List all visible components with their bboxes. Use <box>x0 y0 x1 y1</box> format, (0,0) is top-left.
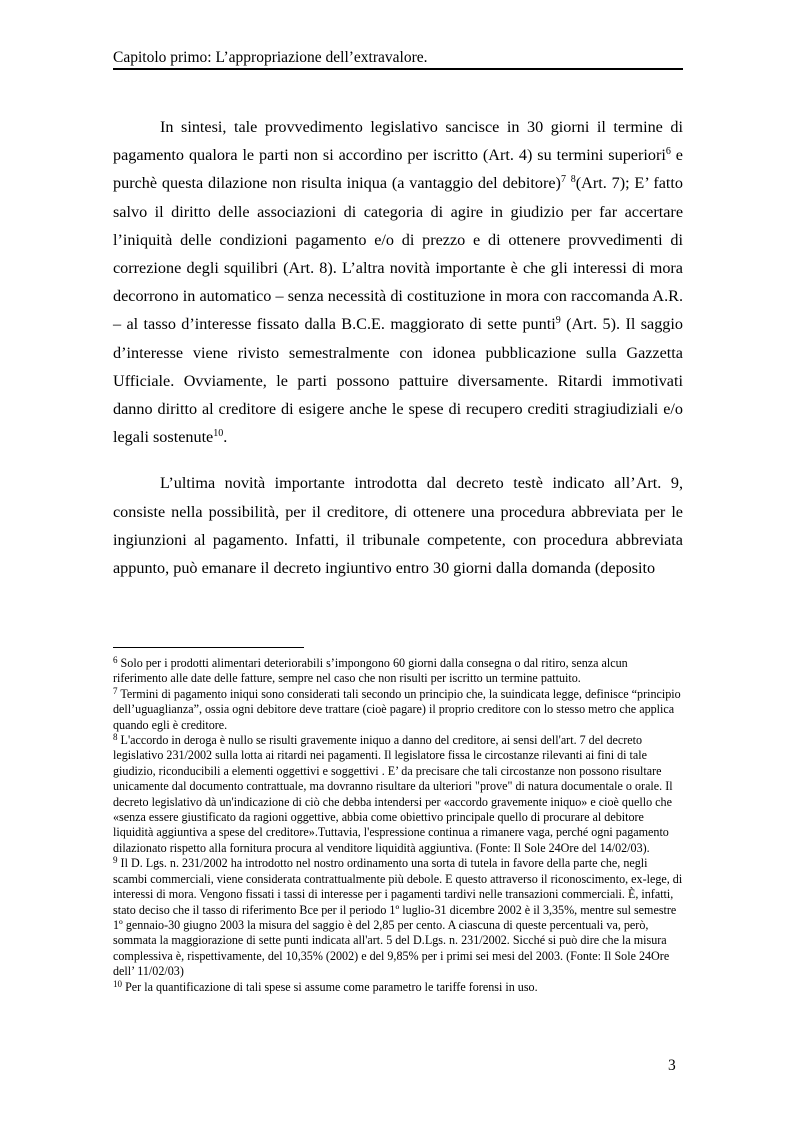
body-text <box>113 113 683 582</box>
footnote-number: 7 <box>113 685 118 696</box>
footnote-number: 6 <box>113 654 118 665</box>
footnote-number: 10 <box>113 978 123 989</box>
footnote-7: $^7$ Termini di pagamento iniqui sono considerati tali secondo un principio che, la suindicata legge, definisce “principio dell’uguaglianza”, ossia ogni debitore deve trattare (cioè pagare) il proprio creditore con lo stesso metro che applica quando egli è creditore. <box>113 685 681 732</box>
footnote-separator <box>113 647 304 648</box>
running-header: Capitolo primo: L’appropriazione dell’extravalore. <box>113 49 428 66</box>
footnotes <box>113 656 683 995</box>
footnote-number: 9 <box>113 855 118 866</box>
footnote-ref-9[interactable]: 9 <box>555 315 561 327</box>
page-number: 3 <box>668 1057 676 1074</box>
paragraph-1: In sintesi, tale provvedimento legislativo sancisce in 30 giorni il termine di pagamento qualora le parti non si accordino per iscritto (Art. 4) su termini superiori$^6$ e purchè questa dilazione non risulta iniqua (a vantaggio del debitore)$^7$ $^8$(Art. 7); E’ fatto salvo il diritto delle associazioni di categoria di agire in giudizio per far accertare l’iniquità delle condizioni pagamento e/o di prezzo e di ottenere provvedimenti di correzione degli squilibri (Art. 8). L’altra novità importante è che gli interessi di mora decorrono in automatico – senza necessità di costituzione in mora con raccomanda A.R. – al tasso d’interesse fissato dalla B.C.E. maggiorato di sette punti$^9$ (Art. 5). Il saggio d’interesse viene rivisto semestralmente con idonea pubblicazione sulla Gazzetta Ufficiale. Ovviamente, le parti possono pattuire diversamente. Ritardi immotivati danno diritto al creditore di esigere anche le spese di recupero crediti stragiudiziali e/o legali sostenute$^{10}$. <box>113 118 683 447</box>
header-rule <box>113 68 683 70</box>
footnote-ref-7[interactable]: 7 <box>560 174 566 186</box>
footnote-ref-6[interactable]: 6 <box>665 146 671 158</box>
footnote-10: $^{10}$ Per la quantificazione di tali spese si assume come parametro le tariffe forensi in uso. <box>113 978 538 994</box>
footnote-8: $^8$ L'accordo in deroga è nullo se risulti gravemente iniquo a danno del creditore, ai sensi dell'art. 7 del decreto legislativo 231/2002 sulla lotta ai ritardi nei pagamenti. Il legislatore fissa le circostanze rilevanti ai fini di tale giudizio, riconducibili a elementi oggettivi e soggettivi . E’ da precisare che tali circostanze non possono risultare unicamente dal documento contrattuale, ma dovranno risultare da ulteriori "prove" di natura documentale o orale. Il decreto legislativo dà un'indicazione di ciò che debba intendersi per «accordo gravemente iniquo» e cioè quello che «senza essere giustificato da ragioni oggettive, abbia come obiettivo principale quello di procurare al debitore liquidità aggiuntiva a spese del creditore».Tuttavia, l'espressione continua a rimanere vaga, perché ogni pagamento dilazionato rispetto alla fornitura procura al venditore liquidità aggiuntiva. (Fonte: Il Sole 24Ore del 14/02/03). <box>113 731 673 855</box>
footnote-number: 8 <box>113 731 118 742</box>
footnote-ref-10[interactable]: 10 <box>213 428 224 440</box>
footnote-ref-8[interactable]: 8 <box>570 174 576 186</box>
footnote-6: $^6$ Solo per i prodotti alimentari deteriorabili s’impongono 60 giorni dalla consegna o dal ritiro, senza alcun riferimento alle date delle fatture, sempre nel caso che non risulti per iscritto un termine pattuito. <box>113 654 628 686</box>
paragraph-2: L’ultima novità importante introdotta dal decreto testè indicato all’Art. 9, consiste nella possibilità, per il creditore, di ottenere una procedura abbreviata per le ingiunzioni al pagamento. Infatti, il tribunale competente, con procedura abbreviata appunto, può emanare il decreto ingiuntivo entro 30 giorni dalla domanda (deposito <box>113 474 683 578</box>
footnote-9: $^9$ Il D. Lgs. n. 231/2002 ha introdotto nel nostro ordinamento una sorta di tutela in favore della parte che, negli scambi commerciali, viene considerata contrattualmente più debole. E questo attraverso il riconoscimento, ex-lege, di interessi di mora. Vengono fissati i tassi di interesse per i pagamenti tardivi nelle transazioni commerciali. È, infatti, stato deciso che il tasso di riferimento Bce per il periodo 1º luglio-31 dicembre 2002 è il 3,35%, mentre sul semestre 1º gennaio-30 giugno 2003 la misura del saggio è del 2,85 per cento. A ciascuna di queste percentuali va, però, sommata la maggiorazione di sette punti indicata all'art. 5 del D.Lgs. n. 231/2002. Sicché si può dire che la misura complessiva è, rispettivamente, del 10,35% (2002) e del 9,85% per i primi sei mesi del 2003. (Fonte: Il Sole 24Ore dell’ 11/02/03) <box>113 855 683 979</box>
